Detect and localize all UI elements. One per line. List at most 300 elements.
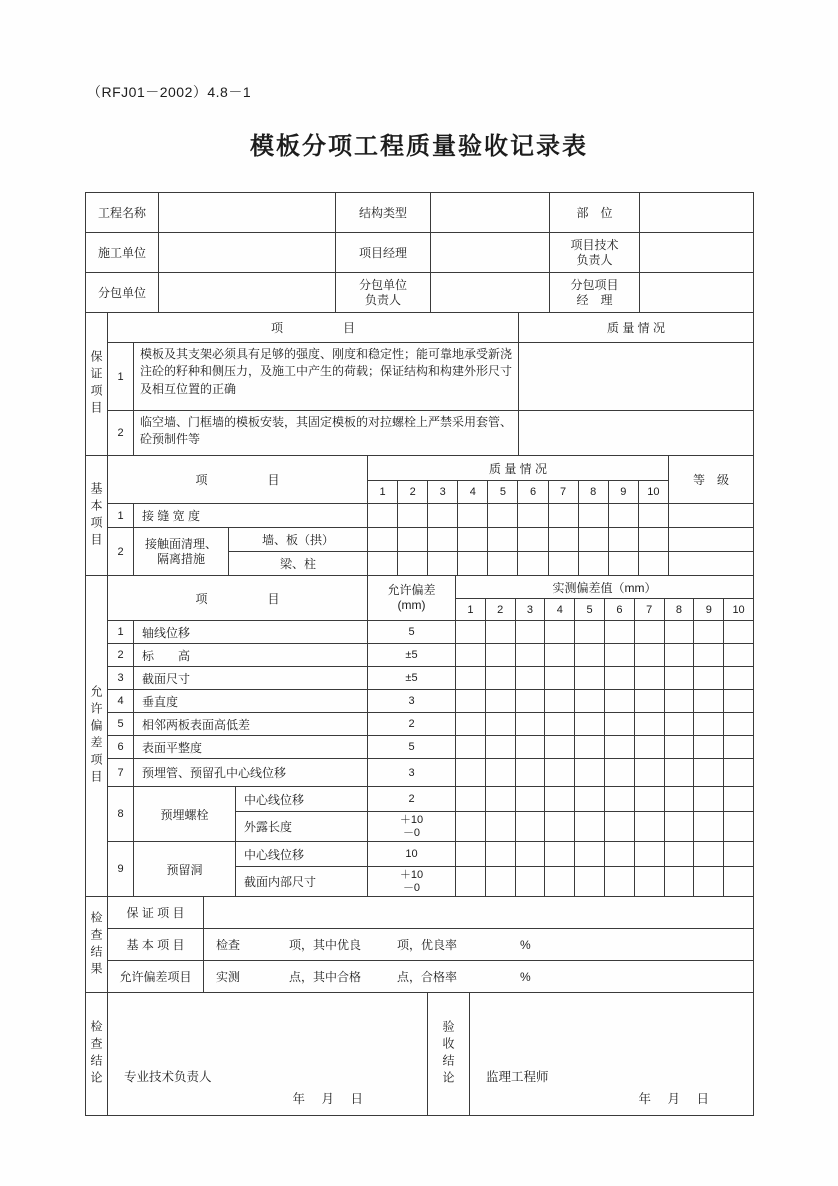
grid-cell[interactable] — [575, 759, 605, 787]
grid-cell[interactable] — [724, 713, 754, 736]
grid-cell[interactable] — [579, 504, 609, 528]
grid-cell[interactable] — [516, 690, 546, 713]
tech-director-label-line2: 负责人 — [576, 252, 613, 267]
grid-cell[interactable] — [579, 552, 609, 576]
deviation-row-1 — [108, 621, 754, 644]
acceptance-conclusion-area[interactable] — [470, 993, 754, 1116]
basic-section — [86, 456, 754, 576]
deviation-row-7 — [108, 759, 754, 787]
deviation-row-9a-allow: 10 — [368, 842, 456, 867]
grid-cell[interactable] — [635, 736, 665, 759]
deviation-row-2-allow: ±5 — [368, 644, 456, 667]
tech-director-sign-label: 专业技术负责人 — [124, 1070, 212, 1084]
deviation-row-3-no: 3 — [108, 667, 134, 690]
check-conclusion-date: 年 月 日 — [292, 1092, 365, 1106]
grid-column-header: 8 — [579, 481, 609, 504]
grid-cell[interactable] — [635, 667, 665, 690]
acceptance-conclusion-label: 验收结论 — [441, 1020, 455, 1088]
grid-cell[interactable] — [545, 690, 575, 713]
deviation-body — [108, 576, 754, 897]
basic-row-1-grade-value[interactable] — [669, 504, 754, 528]
deviation-item-header: 项 目 — [108, 576, 368, 621]
structure-type-value[interactable] — [431, 193, 550, 233]
grid-cell[interactable] — [635, 842, 665, 867]
result-row-deviation-label: 允许偏差项目 — [108, 961, 204, 993]
basic-row-2-name — [134, 528, 229, 576]
grid-cell[interactable] — [516, 867, 546, 897]
grid-cell[interactable] — [486, 812, 516, 842]
deviation-row-4-grid — [456, 690, 754, 713]
grid-cell[interactable] — [456, 759, 486, 787]
doc-number: （RFJ01－2002）4.8－1 — [87, 84, 252, 100]
grid-cell[interactable] — [724, 644, 754, 667]
basic-section-label: 基本项目 — [89, 481, 103, 550]
subcontractor-value[interactable] — [159, 273, 336, 313]
grid-cell[interactable] — [635, 812, 665, 842]
grid-cell[interactable] — [456, 812, 486, 842]
guarantee-row-1 — [108, 343, 754, 411]
grid-cell[interactable] — [635, 759, 665, 787]
check-conclusion-area[interactable] — [108, 993, 428, 1116]
grid-cell[interactable] — [516, 667, 546, 690]
project-name-label: 工程名称 — [86, 193, 159, 233]
grid-cell[interactable] — [724, 736, 754, 759]
grid-cell[interactable] — [665, 787, 695, 812]
grid-cell[interactable] — [516, 644, 546, 667]
guarantee-row-1-no: 1 — [108, 343, 134, 411]
grid-cell[interactable] — [635, 690, 665, 713]
grid-cell[interactable] — [694, 759, 724, 787]
deviation-row-9a — [236, 842, 754, 867]
deviation-row-1-no: 1 — [108, 621, 134, 644]
grid-cell[interactable] — [665, 812, 695, 842]
grid-cell[interactable] — [605, 690, 635, 713]
grid-cell[interactable] — [488, 552, 518, 576]
grid-cell[interactable] — [545, 842, 575, 867]
grid-cell[interactable] — [665, 842, 695, 867]
project-manager-label: 项目经理 — [336, 233, 431, 273]
deviation-row-2-grid — [456, 644, 754, 667]
grid-cell[interactable] — [486, 842, 516, 867]
subcontract-manager-value[interactable] — [640, 273, 754, 313]
deviation-section-label-cell — [86, 576, 108, 897]
deviation-row-3 — [108, 667, 754, 690]
info-row-1 — [86, 193, 754, 233]
grid-cell[interactable] — [458, 504, 488, 528]
grid-cell[interactable] — [605, 842, 635, 867]
deviation-row-1-name: 轴线位移 — [134, 621, 368, 644]
grid-column-header: 9 — [609, 481, 639, 504]
deviation-row-9-no: 9 — [108, 842, 134, 897]
grid-cell[interactable] — [486, 713, 516, 736]
deviation-allow-header-line2: (mm) — [397, 598, 426, 612]
grid-column-header: 2 — [486, 599, 516, 621]
grid-cell[interactable] — [605, 736, 635, 759]
grid-cell[interactable] — [545, 736, 575, 759]
deviation-row-9b-allow-bottom: －0 — [402, 881, 421, 894]
result-row-basic-label: 基 本 项 目 — [108, 929, 204, 961]
deviation-row-4-allow: 3 — [368, 690, 456, 713]
deviation-row-8b-sub: 外露长度 — [236, 812, 368, 842]
guarantee-row-2-quality-value[interactable] — [519, 411, 754, 456]
grid-cell[interactable] — [488, 528, 518, 552]
grid-cell[interactable] — [545, 759, 575, 787]
location-label: 部 位 — [550, 193, 640, 233]
deviation-row-8b-allow-top: ＋10 — [399, 813, 424, 826]
grid-cell[interactable] — [486, 667, 516, 690]
grid-cell[interactable] — [516, 759, 546, 787]
location-value[interactable] — [640, 193, 754, 233]
basic-section-label-cell — [86, 456, 108, 576]
deviation-row-4-no: 4 — [108, 690, 134, 713]
grid-column-header: 5 — [488, 481, 518, 504]
grid-cell[interactable] — [635, 867, 665, 897]
grid-cell[interactable] — [724, 812, 754, 842]
acceptance-conclusion-date: 年 月 日 — [638, 1092, 711, 1106]
subcontract-manager-label — [550, 273, 640, 313]
guarantee-quality-header: 质 量 情 况 — [519, 313, 754, 343]
grid-column-header: 10 — [639, 481, 669, 504]
grid-cell[interactable] — [724, 842, 754, 867]
grid-cell[interactable] — [456, 621, 486, 644]
grid-cell[interactable] — [458, 528, 488, 552]
basic-row-2a-grid — [368, 528, 669, 552]
grid-cell[interactable] — [575, 667, 605, 690]
tech-director-label-line1: 项目技术 — [570, 237, 619, 252]
basic-quality-header: 质 量 情 况 — [368, 456, 669, 481]
conclusion-section — [86, 993, 754, 1116]
grid-cell[interactable] — [724, 690, 754, 713]
guarantee-row-1-text: 模板及其支架必须具有足够的强度、刚度和稳定性；能可靠地承受新浇注砼的籽种和侧压力，及施工中产生的荷载；保证结构和构建外形尺寸及相互位置的正确 — [134, 343, 519, 411]
deviation-row-5-allow: 2 — [368, 713, 456, 736]
grid-cell[interactable] — [545, 621, 575, 644]
deviation-row-9b-sub: 截面内部尺寸 — [236, 867, 368, 897]
result-basic-part2: 项，其中优良 — [289, 938, 362, 952]
deviation-row-3-name: 截面尺寸 — [134, 667, 368, 690]
grid-cell[interactable] — [428, 528, 458, 552]
basic-row-2 — [108, 528, 754, 576]
info-row-3 — [86, 273, 754, 313]
subcontract-manager-label-line2: 经 理 — [576, 292, 613, 307]
subcontract-manager-label-line1: 分包项目 — [570, 277, 619, 292]
result-section-label: 检查结果 — [89, 910, 103, 979]
grid-cell[interactable] — [605, 713, 635, 736]
grid-cell[interactable] — [545, 644, 575, 667]
grid-cell[interactable] — [456, 842, 486, 867]
grid-cell[interactable] — [639, 504, 669, 528]
grid-cell[interactable] — [575, 787, 605, 812]
grid-cell[interactable] — [456, 787, 486, 812]
deviation-row-9b-grid — [456, 867, 754, 897]
grid-cell[interactable] — [694, 736, 724, 759]
grid-column-header: 1 — [456, 599, 486, 621]
deviation-row-9b-allow-top: ＋10 — [399, 868, 424, 881]
basic-row-2a — [229, 528, 754, 552]
grid-cell[interactable] — [665, 759, 695, 787]
grid-cell[interactable] — [694, 667, 724, 690]
grid-cell[interactable] — [605, 759, 635, 787]
basic-item-header: 项 目 — [108, 456, 368, 504]
tech-director-value[interactable] — [640, 233, 754, 273]
grid-cell[interactable] — [605, 644, 635, 667]
grid-cell[interactable] — [635, 621, 665, 644]
grid-cell[interactable] — [575, 867, 605, 897]
form-title: 模板分项工程质量验收记录表 — [250, 133, 588, 160]
grid-cell[interactable] — [665, 713, 695, 736]
result-deviation-part2: 点，其中合格 — [289, 970, 362, 984]
grid-cell[interactable] — [545, 867, 575, 897]
grid-cell[interactable] — [605, 787, 635, 812]
grid-cell[interactable] — [549, 528, 579, 552]
guarantee-row-2-no: 2 — [108, 411, 134, 456]
deviation-row-6 — [108, 736, 754, 759]
grid-cell[interactable] — [635, 644, 665, 667]
guarantee-row-2-text: 临空墙、门框墙的模板安装，其固定模板的对拉螺栓上严禁采用套管、砼预制件等 — [134, 411, 519, 456]
guarantee-row-2 — [108, 411, 754, 456]
grid-cell[interactable] — [605, 621, 635, 644]
construction-unit-label: 施工单位 — [86, 233, 159, 273]
grid-cell[interactable] — [545, 713, 575, 736]
deviation-row-9 — [108, 842, 754, 897]
grid-cell[interactable] — [516, 787, 546, 812]
grid-column-header: 1 — [368, 481, 398, 504]
grid-cell[interactable] — [518, 504, 548, 528]
guarantee-section — [86, 313, 754, 456]
grid-cell[interactable] — [694, 787, 724, 812]
grid-cell[interactable] — [486, 787, 516, 812]
subcontractor-label: 分包单位 — [86, 273, 159, 313]
deviation-row-9a-grid — [456, 842, 754, 867]
grid-cell[interactable] — [456, 644, 486, 667]
deviation-row-8b-grid — [456, 812, 754, 842]
grid-cell[interactable] — [516, 713, 546, 736]
grid-cell[interactable] — [486, 690, 516, 713]
grid-cell[interactable] — [549, 504, 579, 528]
result-basic-part4: % — [520, 937, 531, 952]
deviation-row-2-name: 标 高 — [134, 644, 368, 667]
grid-cell[interactable] — [398, 504, 428, 528]
grid-cell[interactable] — [694, 690, 724, 713]
guarantee-body — [108, 313, 754, 456]
grid-cell[interactable] — [575, 842, 605, 867]
grid-cell[interactable] — [486, 621, 516, 644]
acceptance-table — [85, 192, 754, 1116]
grid-cell[interactable] — [368, 528, 398, 552]
grid-cell[interactable] — [694, 621, 724, 644]
deviation-row-1-allow: 5 — [368, 621, 456, 644]
grid-cell[interactable] — [575, 644, 605, 667]
grid-column-header: 4 — [545, 599, 575, 621]
result-row-guarantee-value[interactable] — [204, 897, 754, 929]
result-row-deviation-value[interactable] — [204, 961, 754, 993]
result-deviation-part3: 点，合格率 — [397, 970, 458, 984]
grid-cell[interactable] — [518, 552, 548, 576]
grid-column-header: 6 — [605, 599, 635, 621]
construction-unit-value[interactable] — [159, 233, 336, 273]
grid-cell[interactable] — [665, 867, 695, 897]
grid-cell[interactable] — [486, 644, 516, 667]
result-row-guarantee — [108, 897, 754, 929]
grid-cell[interactable] — [605, 667, 635, 690]
grid-cell[interactable] — [516, 736, 546, 759]
subcontractor-head-value[interactable] — [431, 273, 550, 313]
grid-cell[interactable] — [609, 552, 639, 576]
result-deviation-part1: 实测 — [216, 970, 241, 984]
grid-cell[interactable] — [545, 812, 575, 842]
deviation-row-6-name: 表面平整度 — [134, 736, 368, 759]
structure-type-label: 结构类型 — [336, 193, 431, 233]
deviation-row-7-grid — [456, 759, 754, 787]
basic-row-2-name-line1: 接触面清理、 — [144, 536, 217, 551]
grid-cell[interactable] — [575, 690, 605, 713]
deviation-row-3-allow: ±5 — [368, 667, 456, 690]
grid-column-header: 4 — [458, 481, 488, 504]
deviation-row-9-name: 预留洞 — [134, 842, 236, 897]
deviation-row-9b-allow — [368, 867, 456, 897]
grid-cell[interactable] — [605, 867, 635, 897]
deviation-row-5-name: 相邻两板表面高低差 — [134, 713, 368, 736]
result-row-basic — [108, 929, 754, 961]
deviation-row-8a — [236, 787, 754, 812]
grid-column-header: 3 — [516, 599, 546, 621]
basic-row-2b-sub: 梁、柱 — [229, 552, 368, 576]
supervising-engineer-sign-label: 监理工程师 — [486, 1070, 549, 1084]
guarantee-section-label: 保证项目 — [89, 350, 103, 418]
result-row-guarantee-label: 保 证 项 目 — [108, 897, 204, 929]
grid-cell[interactable] — [724, 787, 754, 812]
grid-cell[interactable] — [545, 667, 575, 690]
grid-cell[interactable] — [665, 736, 695, 759]
deviation-row-5-no: 5 — [108, 713, 134, 736]
grid-column-header: 7 — [635, 599, 665, 621]
info-row-2 — [86, 233, 754, 273]
grid-cell[interactable] — [639, 552, 669, 576]
guarantee-section-label-cell — [86, 313, 108, 456]
deviation-row-8b — [236, 812, 754, 842]
deviation-row-6-no: 6 — [108, 736, 134, 759]
grid-cell[interactable] — [575, 713, 605, 736]
grid-cell[interactable] — [428, 504, 458, 528]
deviation-row-9b — [236, 867, 754, 897]
grid-cell[interactable] — [575, 736, 605, 759]
grid-cell[interactable] — [518, 528, 548, 552]
grid-cell[interactable] — [516, 812, 546, 842]
grid-cell[interactable] — [486, 867, 516, 897]
grid-cell[interactable] — [635, 713, 665, 736]
grid-cell[interactable] — [724, 867, 754, 897]
grid-column-header: 8 — [665, 599, 695, 621]
grid-cell[interactable] — [458, 552, 488, 576]
grid-column-header: 6 — [518, 481, 548, 504]
basic-grade-header: 等 级 — [669, 456, 754, 504]
grid-cell[interactable] — [639, 528, 669, 552]
grid-cell[interactable] — [428, 552, 458, 576]
grid-column-header: 9 — [694, 599, 724, 621]
grid-cell[interactable] — [398, 528, 428, 552]
basic-row-2b — [229, 552, 754, 576]
basic-row-1-no: 1 — [108, 504, 134, 528]
grid-column-header: 3 — [428, 481, 458, 504]
grid-cell[interactable] — [368, 504, 398, 528]
grid-cell[interactable] — [724, 759, 754, 787]
grid-cell[interactable] — [694, 812, 724, 842]
grid-cell[interactable] — [579, 528, 609, 552]
grid-cell[interactable] — [486, 759, 516, 787]
basic-row-2b-grade-value[interactable] — [669, 552, 754, 576]
project-name-value[interactable] — [159, 193, 336, 233]
grid-cell[interactable] — [575, 621, 605, 644]
result-row-basic-value[interactable] — [204, 929, 754, 961]
check-conclusion-label: 检查结论 — [89, 1020, 103, 1088]
grid-cell[interactable] — [694, 867, 724, 897]
grid-cell[interactable] — [665, 644, 695, 667]
grid-cell[interactable] — [665, 667, 695, 690]
grid-cell[interactable] — [545, 787, 575, 812]
grid-cell[interactable] — [605, 812, 635, 842]
acceptance-conclusion-label-cell — [428, 993, 470, 1116]
check-conclusion-label-cell — [86, 993, 108, 1116]
deviation-row-8b-allow — [368, 812, 456, 842]
deviation-row-4-name: 垂直度 — [134, 690, 368, 713]
deviation-row-2 — [108, 644, 754, 667]
grid-cell[interactable] — [694, 842, 724, 867]
grid-cell[interactable] — [456, 867, 486, 897]
grid-cell[interactable] — [456, 690, 486, 713]
result-basic-part3: 项，优良率 — [397, 938, 458, 952]
deviation-col-numbers — [456, 599, 754, 621]
grid-cell[interactable] — [486, 736, 516, 759]
grid-cell[interactable] — [456, 667, 486, 690]
deviation-row-8-name: 预埋螺栓 — [134, 787, 236, 842]
grid-cell[interactable] — [575, 812, 605, 842]
deviation-measured-header: 实测偏差值（mm） — [456, 576, 754, 599]
grid-cell[interactable] — [456, 736, 486, 759]
deviation-row-8a-grid — [456, 787, 754, 812]
grid-cell[interactable] — [456, 713, 486, 736]
deviation-row-8 — [108, 787, 754, 842]
grid-cell[interactable] — [549, 552, 579, 576]
grid-cell[interactable] — [609, 504, 639, 528]
subcontractor-head-label-line2: 负责人 — [364, 292, 401, 307]
grid-cell[interactable] — [635, 787, 665, 812]
deviation-row-1-grid — [456, 621, 754, 644]
grid-cell[interactable] — [516, 621, 546, 644]
grid-cell[interactable] — [516, 842, 546, 867]
grid-cell[interactable] — [665, 690, 695, 713]
guarantee-row-1-quality-value[interactable] — [519, 343, 754, 411]
basic-row-1-name: 接 缝 宽 度 — [134, 504, 368, 528]
deviation-row-3-grid — [456, 667, 754, 690]
grid-cell[interactable] — [724, 621, 754, 644]
basic-row-1-grid — [368, 504, 669, 528]
grid-cell[interactable] — [665, 621, 695, 644]
grid-cell[interactable] — [609, 528, 639, 552]
grid-cell[interactable] — [488, 504, 518, 528]
deviation-row-9a-sub: 中心线位移 — [236, 842, 368, 867]
basic-row-2a-grade-value[interactable] — [669, 528, 754, 552]
project-manager-value[interactable] — [431, 233, 550, 273]
deviation-row-4 — [108, 690, 754, 713]
grid-cell[interactable] — [694, 644, 724, 667]
deviation-row-7-name: 预埋管、预留孔中心线位移 — [134, 759, 368, 787]
grid-column-header: 10 — [724, 599, 754, 621]
grid-cell[interactable] — [724, 667, 754, 690]
deviation-row-5 — [108, 713, 754, 736]
grid-cell[interactable] — [398, 552, 428, 576]
grid-column-header: 5 — [575, 599, 605, 621]
grid-cell[interactable] — [368, 552, 398, 576]
grid-cell[interactable] — [694, 713, 724, 736]
